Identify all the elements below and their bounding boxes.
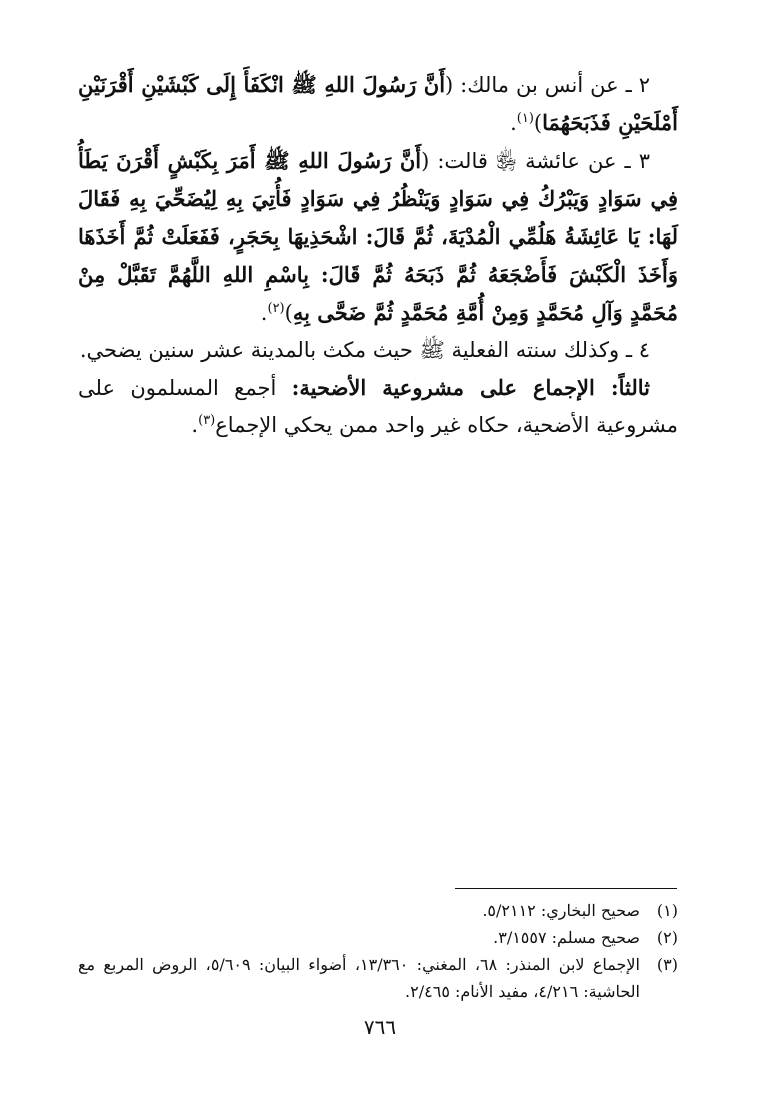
- narrator-intro: عن عائشة ﵂ قالت: (: [421, 149, 617, 173]
- footnote-ref[interactable]: (١): [516, 111, 534, 126]
- item-number: ٢ ـ: [625, 73, 650, 97]
- item-number: ٣ ـ: [624, 149, 650, 173]
- footnote-2: [78, 924, 678, 951]
- hadith-text: أَنَّ رَسُولَ اللهِ ﷺ أَمَرَ بِكَبْشٍ أَقْرَنَ يَطَأُ فِي سَوَادٍ وَيَبْرُكُ فِي سَوَادٍ وَيَنْظُرُ فِي سَوَادٍ فَأُتِيَ بِهِ لِيُضَحِّيَ بِهِ فَقَالَ لَهَا: يَا عَائِشَةُ هَلُمِّي الْمُدْيَةَ، ثُمَّ قَالَ: اشْحَذِيهَا بِحَجَرٍ، فَفَعَلَتْ ثُمَّ أَخَذَهَا وَأَخَذَ الْكَبْشَ فَأَضْجَعَهُ ثُمَّ ذَبَحَهُ ثُمَّ قَالَ: بِاسْمِ اللهِ اللَّهُمَّ تَقَبَّلْ مِنْ مُحَمَّدٍ وَآلِ مُحَمَّدٍ وَمِنْ أُمَّةِ مُحَمَّدٍ ثُمَّ ضَحَّى بِهِ: [78, 148, 679, 325]
- period: .: [191, 413, 199, 437]
- period: .: [260, 301, 268, 325]
- footnote-text: صحيح البخاري: ٥/٢١١٢.: [482, 901, 640, 920]
- footnote-text: صحيح مسلم: ٣/١٥٥٧.: [493, 928, 640, 947]
- hadith-text: أَنَّ رَسُولَ اللهِ ﷺ انْكَفَأَ إِلَى كَبْشَيْنِ أَقْرَنَيْنِ أَمْلَحَيْنِ فَذَبَحَهُمَا: [78, 72, 678, 135]
- footnotes: [78, 897, 678, 1005]
- main-text: [78, 66, 678, 444]
- page-number: ٧٦٦: [363, 1015, 397, 1039]
- footnote-number: (٢): [656, 928, 678, 947]
- footnote-text: الإجماع لابن المنذر: ٦٨، المغني: ١٣/٣٦٠، أضواء البيان: ٥/٦٠٩، الروض المربع مع الحاشية: ٤/٢١٦، مفيد الأنام: ٢/٤٦٥.: [78, 955, 641, 1001]
- item-number: ٤ ـ: [625, 338, 650, 362]
- footnote-ref[interactable]: (٣): [198, 413, 216, 428]
- footnote-number: (٣): [656, 955, 678, 974]
- hadith-item-2: [78, 66, 678, 142]
- footnote-number: (١): [656, 901, 678, 920]
- footnote-divider: [455, 888, 677, 889]
- section-heading: ثالثاً: الإجماع على مشروعية الأضحية:: [291, 375, 650, 400]
- closing-paren: ): [533, 111, 543, 135]
- item-4: [78, 332, 678, 369]
- hadith-item-3: [78, 142, 678, 332]
- section-text: أجمع المسلمون على مشروعية الأضحية، حكاه غير واحد ممن يحكي الإجماع: [78, 376, 678, 437]
- footnote-1: [78, 897, 678, 924]
- section-consensus: [78, 369, 678, 444]
- item-text: وكذلك سنته الفعلية ﷺ حيث مكث بالمدينة عشر سنين يضحي.: [79, 338, 620, 362]
- period: .: [510, 111, 517, 135]
- footnote-3: [78, 951, 678, 1005]
- narrator-intro: عن أنس بن مالك: (: [445, 73, 619, 97]
- closing-paren: ): [284, 301, 293, 325]
- footnote-ref[interactable]: (٢): [267, 301, 285, 316]
